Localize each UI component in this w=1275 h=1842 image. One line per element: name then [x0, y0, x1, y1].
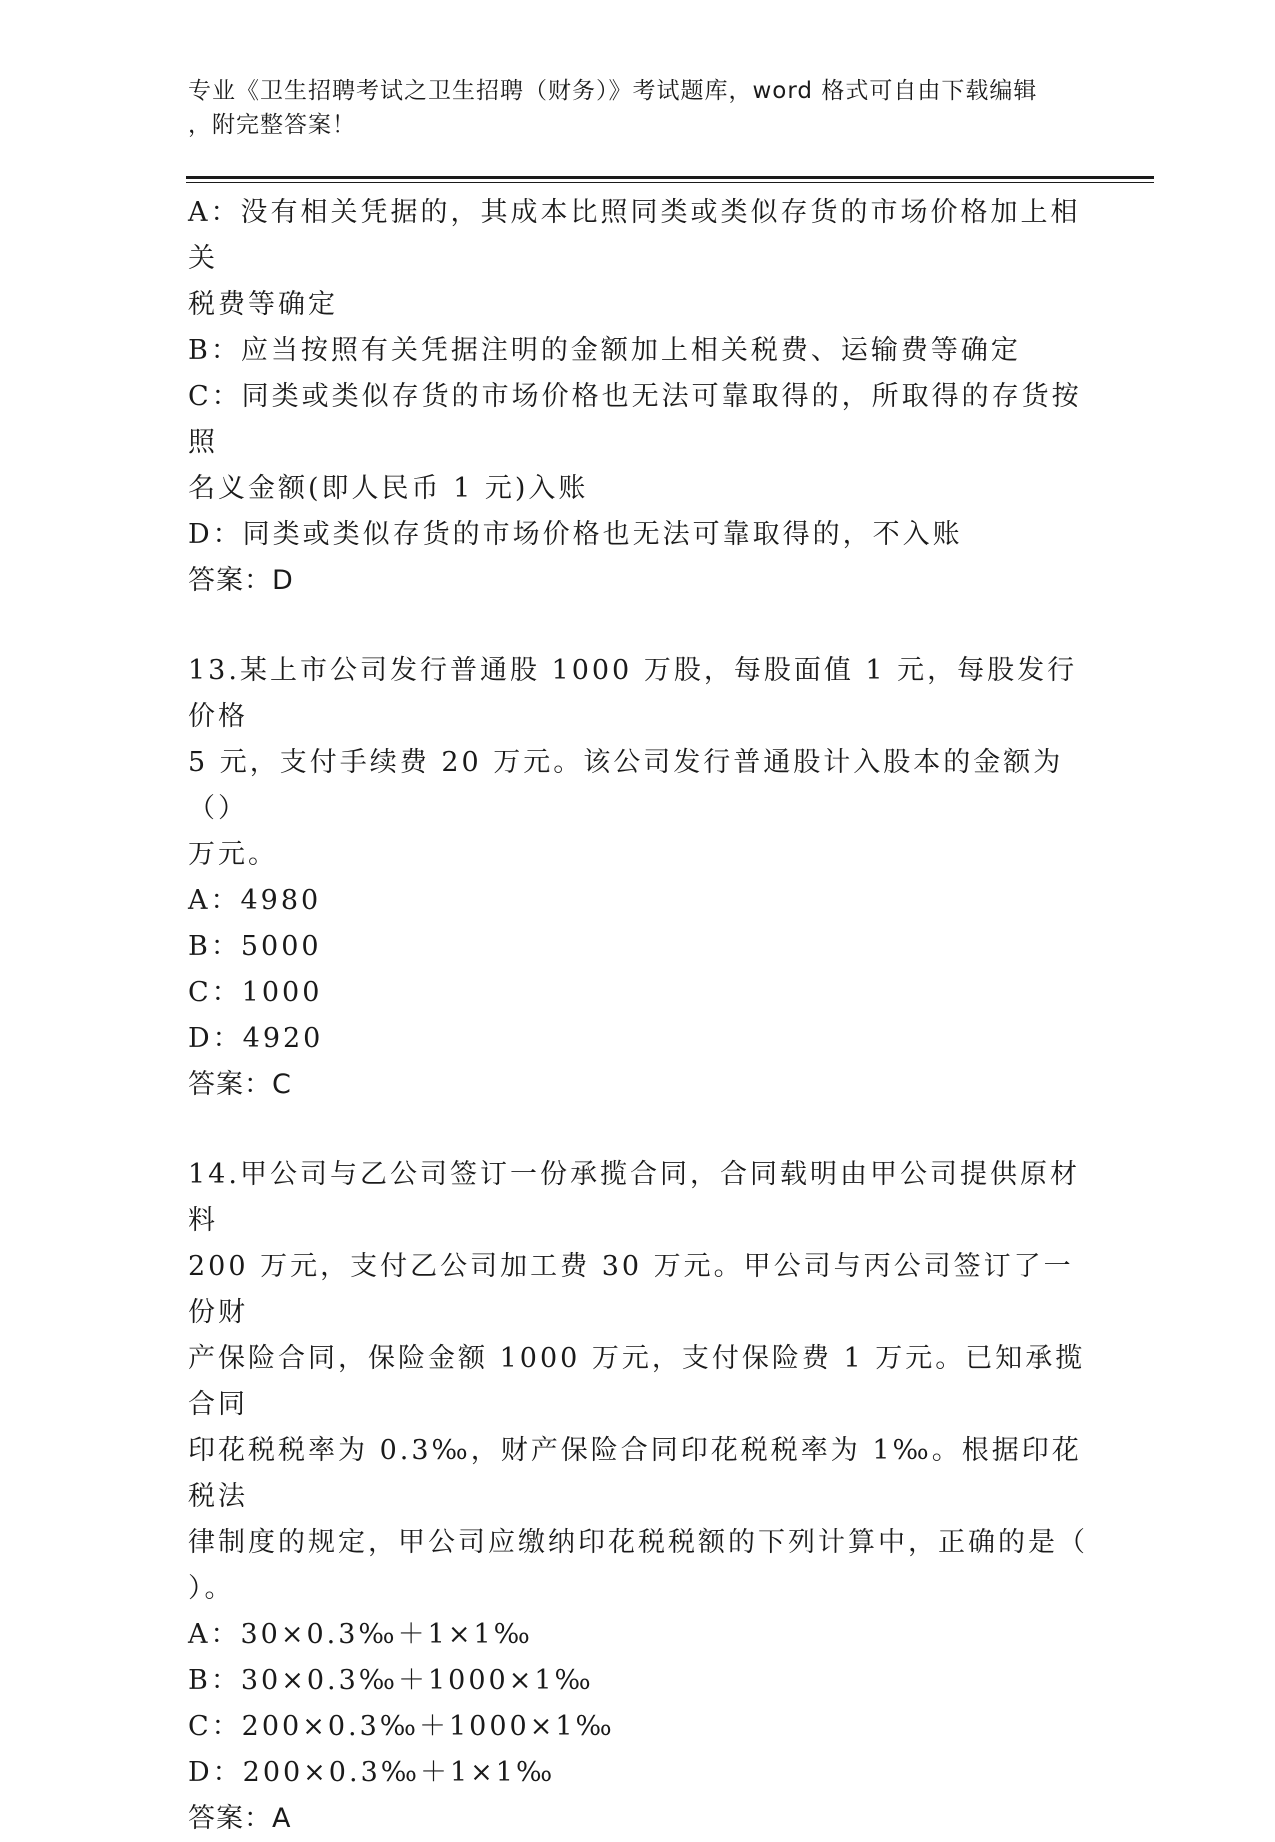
q12-option-b: B：应当按照有关凭据注明的金额加上相关税费、运输费等确定	[188, 335, 1021, 366]
q14-stem-line-2: 200 万元，支付乙公司加工费 30 万元。甲公司与丙公司签订了一份财	[188, 1251, 1074, 1328]
q14-stem-line-4: 印花税税率为 0.3‰，财产保险合同印花税税率为 1‰。根据印花税法	[188, 1435, 1082, 1512]
question-14-block	[188, 1152, 1088, 1842]
q14-stem-line-1: 14.甲公司与乙公司签订一份承揽合同，合同载明由甲公司提供原材料	[188, 1159, 1080, 1236]
q13-option-b: B：5000	[188, 931, 322, 962]
q12-option-a-line-1: A：没有相关凭据的，其成本比照同类或类似存货的市场价格加上相关	[188, 197, 1081, 274]
document-body	[188, 190, 1088, 1842]
spacer	[188, 1108, 1088, 1152]
question-13-block	[188, 648, 1088, 1108]
q12-answer: 答案：D	[188, 565, 294, 596]
q14-option-c: C：200×0.3‰＋1000×1‰	[188, 1711, 615, 1742]
question-12-block	[188, 190, 1088, 604]
q13-stem-line-2: 5 元，支付手续费 20 万元。该公司发行普通股计入股本的金额为（）	[188, 747, 1064, 824]
q13-option-c: C：1000	[188, 977, 323, 1008]
q14-option-b: B：30×0.3‰＋1000×1‰	[188, 1665, 594, 1696]
q13-option-a: A：4980	[188, 885, 322, 916]
q13-option-d: D：4920	[188, 1023, 324, 1054]
header-line-2: ，附完整答案！	[188, 112, 356, 138]
header-line-1: 专业《卫生招聘考试之卫生招聘（财务）》考试题库，word 格式可自由下载编辑	[188, 78, 1038, 104]
header-divider-thick	[186, 176, 1154, 179]
q12-option-c-line-2: 名义金额(即人民币 1 元)入账	[188, 473, 589, 504]
q14-answer: 答案：A	[188, 1803, 292, 1834]
q13-answer: 答案：C	[188, 1069, 292, 1100]
q12-option-a-line-2: 税费等确定	[188, 289, 338, 320]
q12-option-d: D：同类或类似存货的市场价格也无法可靠取得的，不入账	[188, 519, 963, 550]
q14-stem-line-3: 产保险合同，保险金额 1000 万元，支付保险费 1 万元。已知承揽合同	[188, 1343, 1086, 1420]
q14-stem-line-6: ）。	[188, 1573, 235, 1604]
q13-stem-line-1: 13.某上市公司发行普通股 1000 万股，每股面值 1 元，每股发行价格	[188, 655, 1078, 732]
document-header	[188, 74, 1068, 142]
q13-stem-line-3: 万元。	[188, 839, 278, 870]
q14-stem-line-5: 律制度的规定，甲公司应缴纳印花税税额的下列计算中，正确的是（	[188, 1527, 1088, 1558]
q12-option-c-line-1: C：同类或类似存货的市场价格也无法可靠取得的，所取得的存货按照	[188, 381, 1082, 458]
header-divider-thin	[186, 182, 1154, 183]
q14-option-d: D：200×0.3‰＋1×1‰	[188, 1757, 556, 1788]
spacer	[188, 604, 1088, 648]
q14-option-a: A：30×0.3‰＋1×1‰	[188, 1619, 533, 1650]
